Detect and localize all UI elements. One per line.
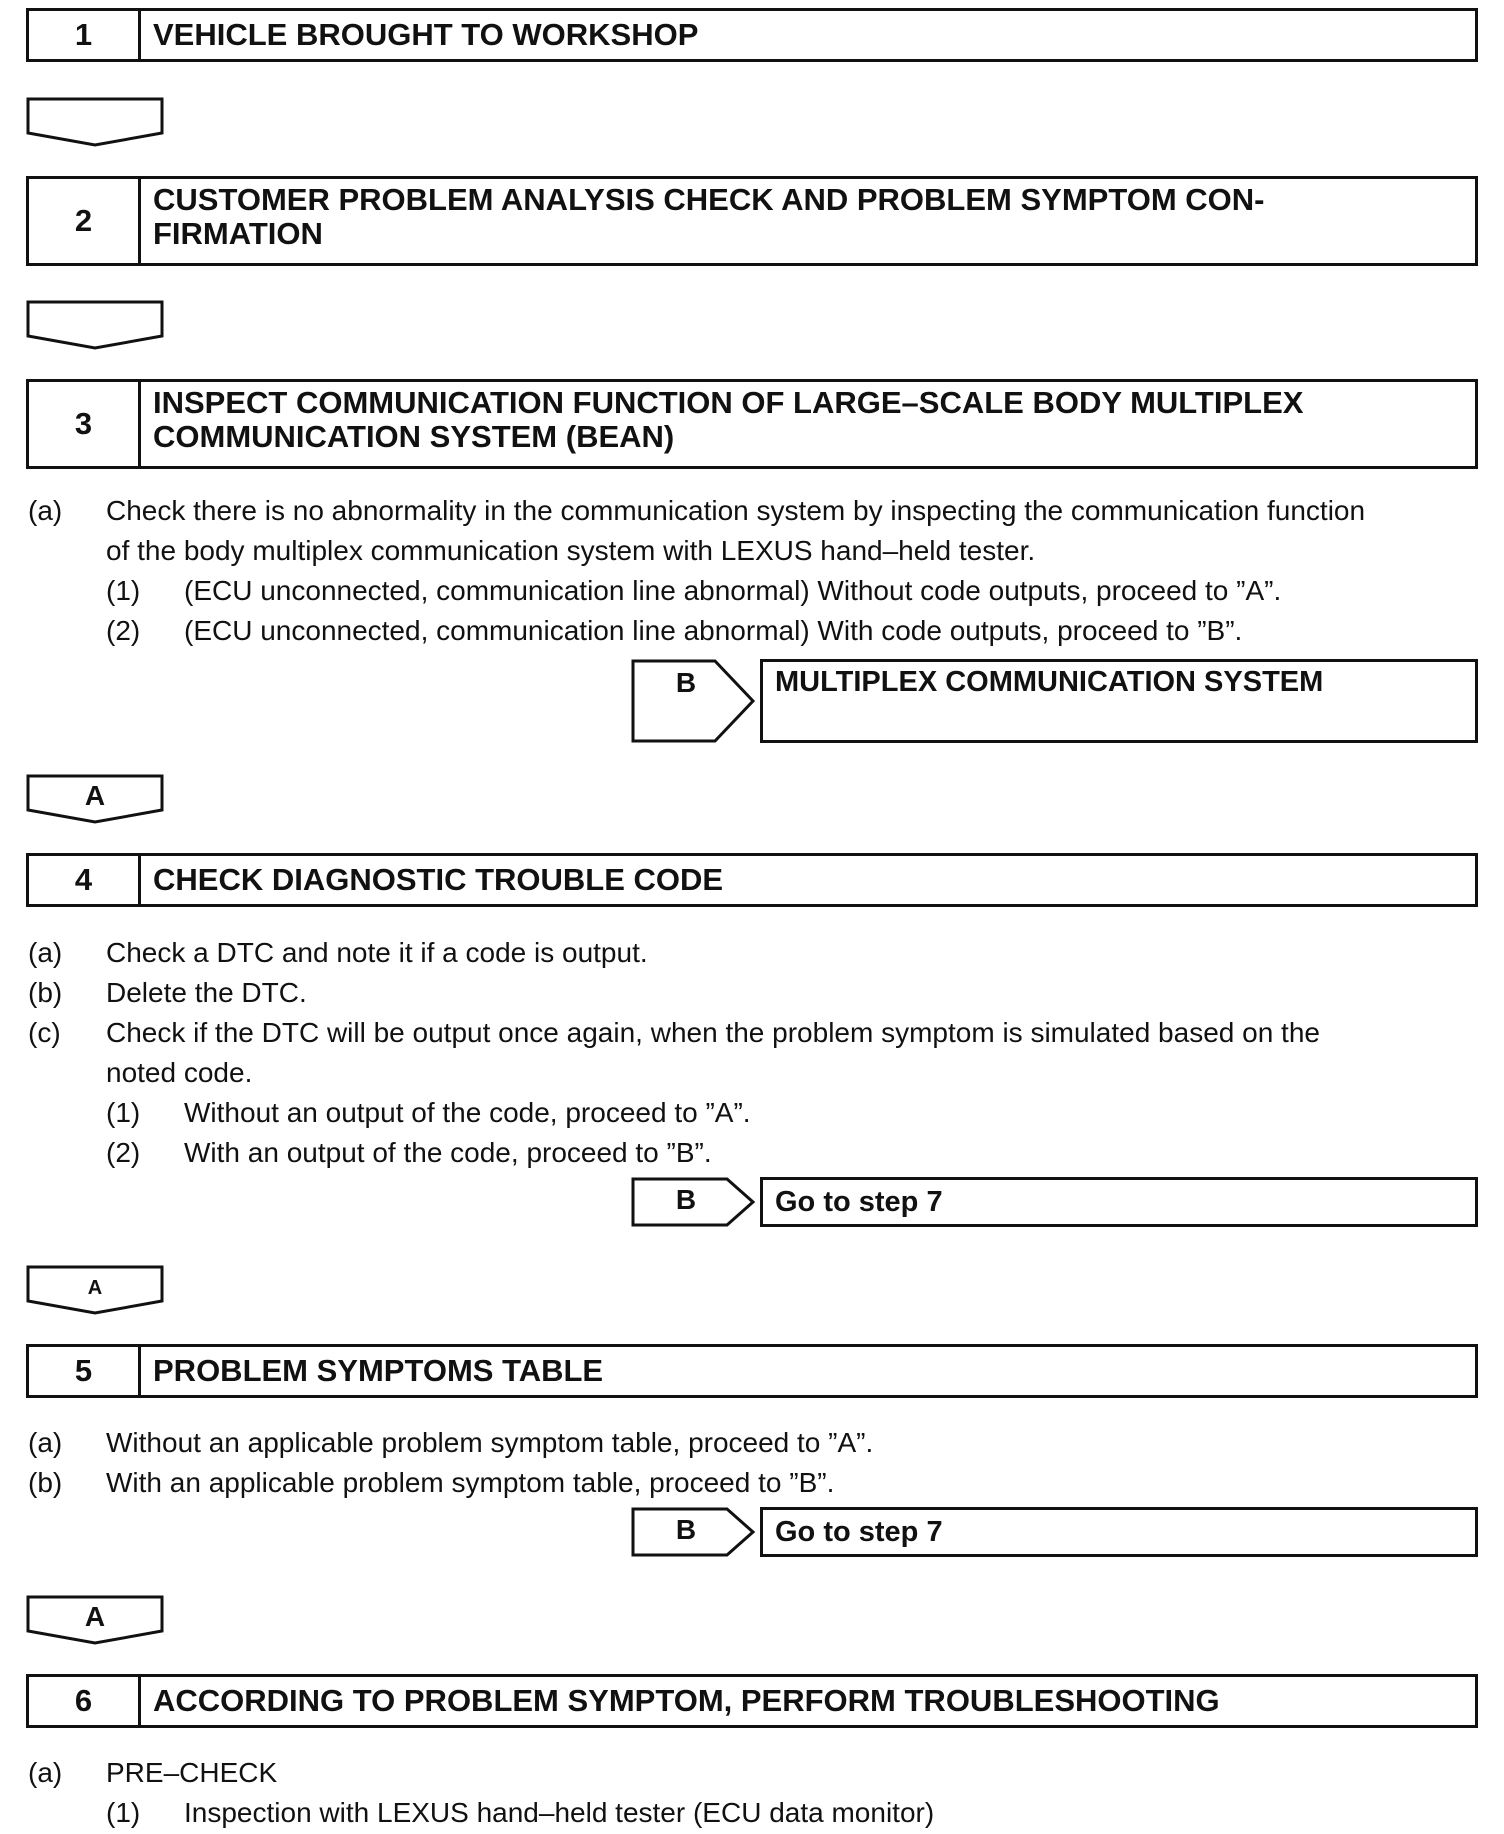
- step-title: [141, 382, 1475, 466]
- flow-arrow-connector: [26, 300, 164, 350]
- sub-item-text: (ECU unconnected, communication line abnormal) Without code outputs, proceed to ”A”.: [184, 575, 1282, 606]
- step-4-header: [26, 853, 1478, 907]
- branch-label: B: [675, 667, 697, 698]
- branch-b-arrow: [631, 1507, 757, 1557]
- branch-label: B: [675, 1184, 697, 1215]
- step-number: 4: [29, 856, 141, 904]
- step-number: 5: [29, 1347, 141, 1395]
- sub-item-text: (ECU unconnected, communication line abnormal) With code outputs, proceed to ”B”.: [184, 615, 1243, 646]
- sub-item-label: (1): [106, 1797, 141, 1828]
- item-label: (c): [28, 1017, 61, 1048]
- item-text: With an applicable problem symptom table, proceed to ”B”.: [106, 1467, 835, 1498]
- step-title-line: FIRMATION: [153, 216, 323, 251]
- branch-b-arrow: [631, 1177, 757, 1227]
- step-title-line: INSPECT COMMUNICATION FUNCTION OF LARGE–SCALE BODY MULTIPLEX: [153, 385, 1304, 420]
- step-title: VEHICLE BROUGHT TO WORKSHOP: [153, 17, 699, 52]
- step-2-header: [26, 176, 1478, 266]
- sub-item-text: With an output of the code, proceed to ”B”.: [184, 1137, 712, 1168]
- item-label: (a): [28, 1757, 63, 1788]
- sub-item-label: (1): [106, 1097, 141, 1128]
- step-title: ACCORDING TO PROBLEM SYMPTOM, PERFORM TROUBLESHOOTING: [153, 1683, 1220, 1718]
- connector-label-wrap: [26, 1595, 164, 1645]
- step-6-header: [26, 1674, 1478, 1728]
- connector-label-wrap: [26, 1265, 164, 1315]
- connector-label: A: [87, 1277, 103, 1299]
- item-text: Check a DTC and note it if a code is output.: [106, 937, 648, 968]
- step-5-header: [26, 1344, 1478, 1398]
- step-number: 6: [29, 1677, 141, 1725]
- connector-label: A: [84, 1601, 106, 1632]
- sub-item-label: (2): [106, 1137, 141, 1168]
- step-number: 2: [29, 179, 141, 263]
- branch-target: Go to step 7: [760, 1177, 1478, 1227]
- step-title: [141, 179, 1475, 263]
- branch-label: B: [675, 1514, 697, 1545]
- step-number: 1: [29, 11, 141, 59]
- item-text: PRE–CHECK: [106, 1757, 278, 1788]
- flow-arrow-connector: [26, 97, 164, 147]
- item-text: Delete the DTC.: [106, 977, 307, 1008]
- branch-target: Go to step 7: [760, 1507, 1478, 1557]
- item-label: (b): [28, 1467, 63, 1498]
- item-label: (a): [28, 1427, 63, 1458]
- item-label: (b): [28, 977, 63, 1008]
- branch-target: MULTIPLEX COMMUNICATION SYSTEM: [760, 659, 1478, 743]
- sub-item-text: Without an output of the code, proceed to ”A”.: [184, 1097, 751, 1128]
- item-text: noted code.: [106, 1057, 253, 1088]
- item-text: Without an applicable problem symptom table, proceed to ”A”.: [106, 1427, 874, 1458]
- connector-label-wrap: [26, 774, 164, 824]
- step-1-header: [26, 8, 1478, 62]
- step-title: CHECK DIAGNOSTIC TROUBLE CODE: [153, 862, 724, 897]
- step-title: PROBLEM SYMPTOMS TABLE: [153, 1353, 604, 1388]
- item-label: (a): [28, 937, 63, 968]
- item-text: Check there is no abnormality in the communication system by inspecting the communication function: [106, 495, 1366, 526]
- step-number: 3: [29, 382, 141, 466]
- connector-label: A: [84, 780, 106, 811]
- step-3-header: [26, 379, 1478, 469]
- item-text: of the body multiplex communication system with LEXUS hand–held tester.: [106, 535, 1036, 566]
- item-label: (a): [28, 495, 63, 526]
- sub-item-label: (1): [106, 575, 141, 606]
- sub-item-text: Inspection with LEXUS hand–held tester (ECU data monitor): [184, 1797, 935, 1828]
- step-title-line: CUSTOMER PROBLEM ANALYSIS CHECK AND PROBLEM SYMPTOM CON-: [153, 182, 1265, 217]
- branch-b-arrow: [631, 659, 757, 743]
- sub-item-label: (2): [106, 615, 141, 646]
- item-text: Check if the DTC will be output once again, when the problem symptom is simulated based on the: [106, 1017, 1320, 1048]
- step-title-line: COMMUNICATION SYSTEM (BEAN): [153, 419, 675, 454]
